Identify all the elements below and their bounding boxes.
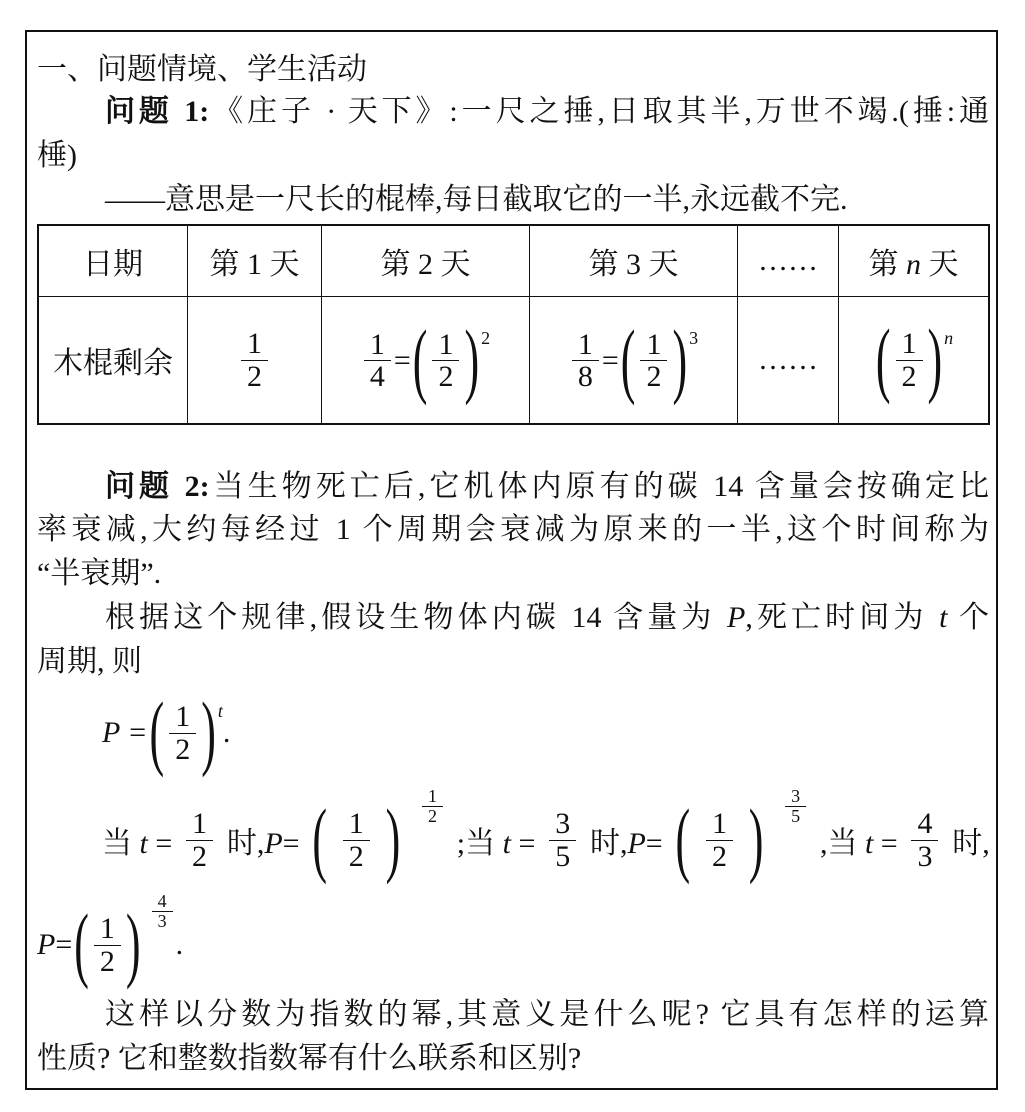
- value-cell: ……: [738, 297, 839, 425]
- problem2-label: 问题 2:: [105, 470, 210, 503]
- table-value-row: [38, 297, 989, 425]
- fraction: $\frac{1}{2}$: [640, 329, 667, 393]
- fraction: $\frac{1}{8}$: [572, 329, 599, 393]
- problem1-label: 问题 1:: [105, 95, 210, 128]
- value-cell: ( $\frac{1}{2}$ ) n: [839, 297, 990, 425]
- header-cell: 第 2 天: [322, 225, 530, 297]
- header-cell: 第 1 天: [188, 225, 322, 297]
- problem1-text-cont: 棰): [37, 139, 77, 172]
- examples-line: 当 t = $\frac{1}{2}$ 时,P= ( $\frac{1}{2}$ ) $\frac{1}{2}$ ;当 t = $\frac{3}{5}$ 时,P= ( $\frac{1}{2}$ ) $\frac{3}{5}$ ,当 t = $\frac{4}{3}$ 时,: [102, 785, 990, 886]
- value-cell: [188, 297, 322, 425]
- stick-table: [37, 224, 990, 425]
- fraction: $\frac{1}{2}$: [432, 329, 459, 393]
- value-cell: $\frac{1}{8}$ = ( $\frac{1}{2}$ ) 3: [530, 297, 738, 425]
- row-label: 木棍剩余: [38, 297, 188, 425]
- problem2-line3: “半衰期”.: [37, 557, 162, 590]
- problem2-line2: 率衰减,大约每经过 1 个周期会衰减为原来的一半,这个时间称为: [37, 513, 989, 546]
- fraction: $\frac{1}{2}$: [241, 328, 268, 392]
- closing-line1: 这样以分数为指数的幂,其意义是什么呢? 它具有怎样的运算: [105, 998, 989, 1031]
- decay-formula: P = ( $\frac{1}{2}$ ) t .: [102, 685, 231, 779]
- header-cell: 第 n 天: [839, 225, 990, 297]
- closing-line2: 性质? 它和整数指数幂有什么联系和区别?: [37, 1042, 582, 1075]
- problem2-line1: 问题 2:当生物死亡后,它机体内原有的碳 14 含量会按确定比: [105, 470, 989, 503]
- problem1-meaning: ——意思是一尺长的棍棒,每日截取它的一半,永远截不完.: [105, 183, 848, 216]
- problem1-text: 《庄子 · 天下》:一尺之捶,日取其半,万世不竭.(捶:通: [209, 95, 989, 128]
- header-cell: 第 3 天: [530, 225, 738, 297]
- fraction: $\frac{1}{2}$: [896, 328, 923, 392]
- section-title: 一、问题情境、学生活动: [37, 53, 367, 86]
- value-cell: $\frac{1}{4}$ = ( $\frac{1}{2}$ ) 2: [322, 297, 530, 425]
- rule-line2: 周期, 则: [37, 645, 142, 678]
- table-header-row: [38, 225, 989, 297]
- problem1-line: [105, 90, 989, 134]
- header-cell: ……: [738, 225, 839, 297]
- examples-result: P = ( $\frac{1}{2}$ ) $\frac{4}{3}$ .: [37, 890, 184, 991]
- header-cell: 日期: [38, 225, 188, 297]
- rule-line1: 根据这个规律,假设生物体内碳 14 含量为 P,死亡时间为 t 个: [105, 601, 990, 634]
- fraction: $\frac{1}{4}$: [364, 329, 391, 393]
